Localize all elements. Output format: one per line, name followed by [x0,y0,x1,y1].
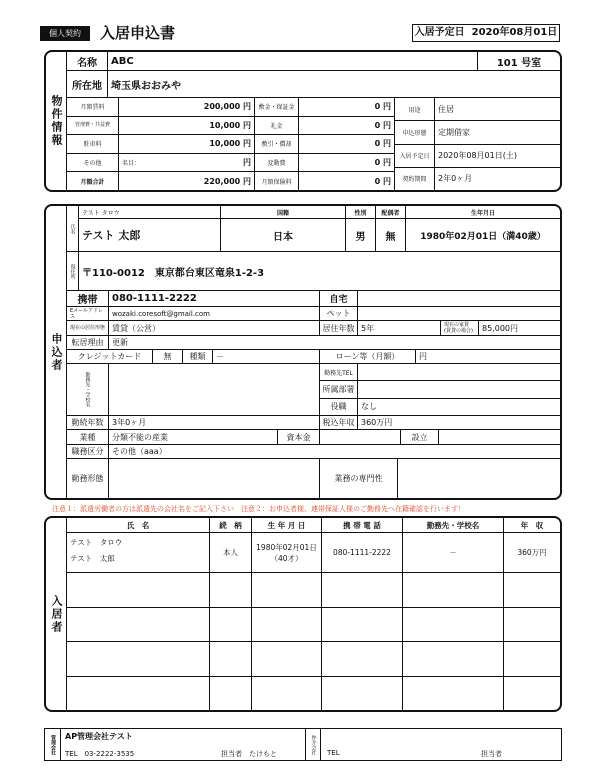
service-years-value: 3年0ヶ月 [109,416,320,429]
position-value: なし [361,402,377,412]
property-name-label: 名称 [67,52,108,70]
total-value: 220,000 円 [203,176,251,186]
loan-value: 円 [419,352,427,361]
col-phone-header: 携 帯 電 話 [322,518,403,532]
other-fee-value: 円 [243,158,251,168]
footer-box [44,728,562,761]
table-row [67,608,560,643]
broker-tel: TEL [327,749,340,757]
col-name-header: 氏 名 [67,518,210,532]
variable-cost-label: 変動費 [255,154,299,172]
residence-years-label: 居住年数 [320,321,358,335]
credit-card-label: クレジットカード [67,350,153,363]
position-label: 役職 [320,399,358,415]
work-tel-label: 勤務先TEL [320,364,358,380]
current-rent-label: 現在の家賃(賃貸の場合) [441,321,479,335]
total-label: 月額合計 [67,172,119,190]
move-reason-label: 転居理由 [67,336,109,349]
applicant-name: テスト 太郎 [79,219,221,251]
card-type-value: － [213,350,320,363]
management-company: AP管理会社テスト [65,732,133,741]
management-staff: 担当者 たけもと [221,750,277,758]
loan-label: ローン等（月額） [320,350,416,363]
mobile-value: 080-1111-2222 [109,291,320,306]
nationality-value: 日本 [221,219,346,251]
specialty-label: 業務の専門性 [320,459,398,498]
pet-value [358,307,560,320]
term-value: 2年0ヶ月 [438,174,473,184]
property-side-label: 物件情報 [46,52,67,190]
broker-staff: 担当者 [481,750,502,758]
industry-value: 分類不能の産業 [109,430,278,444]
established-value [439,430,560,444]
work-tel-value [358,364,560,380]
move-in-date-box [412,24,560,42]
rent-value: 200,000 円 [203,102,251,112]
table-row [67,642,560,677]
mobile-label: 携帯 [67,291,109,306]
move-in-date: 2020年08月01日 [471,27,558,38]
management-tel: TEL 03-2222-3535 [65,750,135,758]
resident-relation: 本人 [210,533,252,572]
resident-phone: 080-1111-2222 [322,533,403,572]
resident-name: テスト 太郎 [70,554,115,563]
deposit-value: 0 円 [374,102,391,112]
department-label: 所属部署 [320,381,358,397]
workplace-side-label: 勤務先・学校名 [67,364,109,415]
resident-kana: テスト タロウ [70,538,123,547]
residence-years-value: 5年 [358,321,441,335]
residents-side-label: 入居者 [46,518,67,710]
job-class-value: その他（aaa） [112,447,167,456]
email-value: wozaki.coresoft@gmail.com [109,307,320,320]
move-reason-value: 更新 [112,338,128,347]
industry-label: 業種 [67,430,109,444]
applicant-kana: テスト タロウ [79,206,221,218]
key-money-value: 0 円 [374,120,391,130]
resident-age: （40才） [270,553,303,563]
other-fee-note: 名目： [122,160,141,168]
gender-label: 性別 [346,206,376,218]
common-fee-label: 管理費・共益費 [67,117,119,135]
parking-label: 駐車料 [67,135,119,153]
credit-card-value: 無 [153,350,183,363]
form-label: 申込形態 [395,121,435,143]
insurance-value: 0 円 [374,176,391,186]
variable-cost-value: 0 円 [374,158,391,168]
service-years-label: 勤続年数 [67,416,109,429]
resident-birth: 1980年02月01日 [256,542,317,552]
email-label: Eメールアドレス [67,307,109,320]
spouse-label: 配偶者 [376,206,406,218]
property-name-value: ABC [108,52,478,70]
table-row [67,677,560,711]
table-row [67,573,560,608]
residents-section [44,516,562,712]
notes-line [52,504,465,514]
agent-side-label: 管理会社 [45,729,61,760]
note-1: 注意１：派遣労働者の方は派遣先の会社名をご記入下さい [52,505,234,513]
use-value: 住居 [438,104,454,114]
move-in-label: 入居予定日 [414,27,465,38]
current-form-value: 賃貸（公営） [109,321,320,335]
resident-work: － [403,533,504,572]
property-address-label: 所在地 [67,71,108,97]
applicant-address: 〒110-0012 東京都台東区竜泉1-2-3 [82,267,265,279]
birth-value: 1980年02月01日（満40歳） [420,231,546,242]
move-in-row-value: 2020年08月01日(土) [438,151,517,161]
annual-income-value: 360万円 [361,418,393,427]
name-side-label: 氏名 [67,206,79,251]
deduction-label: 敷引・償却 [255,135,299,153]
workplace-value [109,364,320,415]
col-income-header: 年 収 [520,520,544,530]
spouse-value: 無 [376,219,406,251]
deposit-label: 敷金・保証金 [255,98,299,116]
residents-header-row [67,518,560,533]
current-rent-value: 85,000円 [482,323,518,333]
specialty-value [398,459,560,498]
property-section [44,50,562,192]
common-fee-value: 10,000 円 [209,120,251,130]
deduction-value: 0 円 [374,139,391,149]
annual-income-label: 税込年収 [320,416,358,429]
birth-label: 生年月日 [470,209,495,217]
card-type-label: 種類 [183,350,213,363]
page-title: 入居申込書 [100,24,176,42]
capital-label: 資本金 [278,430,320,444]
contract-type-badge: 個人契約 [40,26,90,41]
employment-type-label: 勤務形態 [67,459,109,498]
rent-label: 月額賃料 [67,98,119,116]
job-class-label: 職務区分 [67,445,109,458]
move-in-row-label: 入居予定日 [395,145,435,167]
term-label: 契約期間 [395,168,435,190]
broker-side-label: 仲介会社 [305,729,321,760]
insurance-label: 月額保険料 [255,172,299,190]
gender-value: 男 [346,219,376,251]
col-work-header: 勤務先・学校名 [403,518,504,532]
nationality-label: 国籍 [221,206,346,218]
col-birth-header: 生 年 月 日 [252,518,322,532]
current-form-label: 現在の居住形態 [67,321,109,335]
pet-label: ペット [320,307,358,320]
property-address-value: 埼玉県おおみや [111,80,181,92]
use-label: 用途 [395,98,435,120]
resident-income: 360万円 [517,548,547,557]
home-phone-label: 自宅 [320,291,358,306]
home-phone-value [358,291,560,306]
applicant-side-label: 申込者 [46,206,67,498]
room-number: 101 号室 [496,57,542,69]
key-money-label: 礼金 [255,117,299,135]
form-value: 定期借家 [438,127,470,137]
established-label: 設立 [401,430,439,444]
applicant-section [44,204,562,500]
address-side-label: 現住所 [67,252,79,290]
col-relation-header: 続 柄 [210,518,252,532]
department-value [358,381,560,397]
note-2: 注意２：お申込者様、連帯保証人様のご勤務先へ在籍確認を行います！ [241,505,465,513]
table-row [67,533,560,573]
parking-value: 10,000 円 [209,139,251,149]
other-fee-label: その他 [67,154,119,172]
employment-type-value [109,459,320,498]
capital-value [320,430,401,444]
